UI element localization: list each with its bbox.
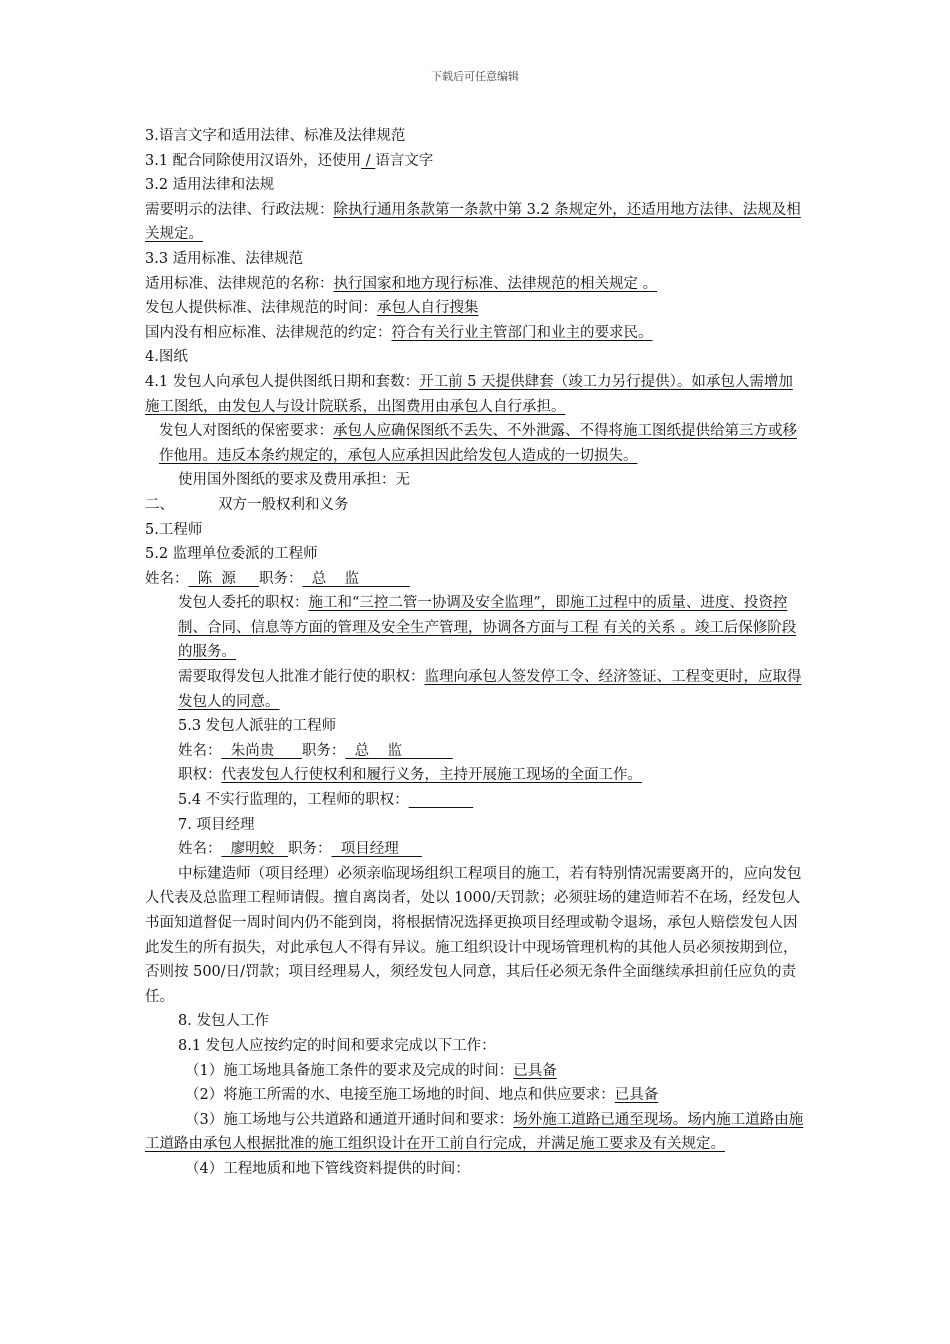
filled-value: 施工和“三控二管一协调及安全监理”，即施工过程中的质量、进度、投资控制、合同、信息等方面的管理及安全生产管理，协调各方面与工程 有关的关系 。竣工后保修阶段的服务。 bbox=[178, 595, 797, 661]
section-heading: 3.3 适用标准、法律规范 bbox=[145, 250, 304, 267]
label: 职务： bbox=[288, 841, 332, 858]
label: 姓名： bbox=[145, 570, 189, 587]
paragraph: 中标建造师（项目经理）必须亲临现场组织工程项目的施工，若有特别情况需要离开的，应向发包人代表及总监理工程师请假。擅自离岗者，处以 1000/天罚款；必须驻场的建造师若不在场，经发包人书面知道督促一周时间内仍不能到岗，将根据情况选择更换项目经理或勒令退场，承包人赔偿发包人因此发生的所有损失，对此承包人不得有异议。施工组织设计中现场管理机构的其他人员必须按期到位，否则按 500/日/罚款；项目经理易人，须经发包人同意，其后任必须无条件全面继续承担前任应负的责任。 bbox=[145, 865, 802, 1005]
filled-value: 总 监 bbox=[302, 570, 410, 587]
filled-value: / bbox=[361, 152, 376, 169]
paragraph bbox=[145, 665, 807, 714]
paragraph bbox=[145, 321, 807, 346]
filled-value: 总 监 bbox=[345, 742, 453, 759]
paragraph bbox=[145, 149, 807, 174]
paragraph bbox=[145, 837, 807, 862]
part-number: 二、 bbox=[145, 496, 174, 513]
part-heading bbox=[145, 493, 807, 518]
paragraph bbox=[145, 272, 807, 297]
label: 适用标准、法律规范的名称： bbox=[145, 275, 334, 292]
label: 职务： bbox=[258, 570, 303, 587]
section-heading: 5.工程师 bbox=[145, 521, 203, 538]
label: 姓名： bbox=[178, 742, 222, 759]
blank-value bbox=[409, 792, 474, 808]
label: 3.1 配合同除使用汉语外，还使用 bbox=[145, 152, 362, 169]
section-heading: 3.2 适用法律和法规 bbox=[145, 177, 275, 194]
filled-value: 符合有关行业主管部门和业主的要求民。 bbox=[391, 324, 653, 341]
paragraph bbox=[145, 370, 807, 419]
label: （1）施工场地具备施工条件的要求及完成的时间： bbox=[185, 1062, 514, 1079]
label: 4.1 发包人向承包人提供图纸日期和套数： bbox=[145, 373, 420, 390]
filled-value: 代表发包人行使权利和履行义务，主持开展施工现场的全面工作。 bbox=[221, 767, 642, 784]
document-body bbox=[145, 124, 807, 1182]
list-item bbox=[145, 1083, 807, 1108]
label: 发包人提供标准、法律规范的时间： bbox=[145, 300, 377, 317]
filled-value: 承包人自行搜集 bbox=[377, 300, 479, 317]
label: 职务： bbox=[301, 742, 346, 759]
section-heading: 5.3 发包人派驻的工程师 bbox=[178, 718, 337, 735]
section-heading: 8. 发包人工作 bbox=[178, 1013, 269, 1030]
filled-value: 除执行通用条款第一条款中第 3.2 条规定外，还适用地方法律、法规及相关规定。 bbox=[145, 201, 801, 243]
part-title: 双方一般权利和义务 bbox=[218, 496, 349, 513]
label: 5.4 不实行监理的，工程师的职权： bbox=[178, 792, 409, 809]
paragraph bbox=[145, 419, 807, 468]
list-item bbox=[145, 1108, 807, 1157]
paragraph bbox=[145, 296, 807, 321]
paragraph bbox=[145, 739, 807, 764]
paragraph bbox=[145, 567, 807, 592]
filled-value: 项目经理 bbox=[331, 841, 422, 858]
label: （2）将施工所需的水、电接至施工场地的时间、地点和供应要求： bbox=[185, 1087, 615, 1104]
filled-value: 廖明蛟 bbox=[221, 841, 289, 858]
section-heading: 3.语言文字和适用法律、标准及法律规范 bbox=[145, 128, 406, 144]
paragraph bbox=[145, 198, 807, 247]
filled-value: 朱尚贵 bbox=[221, 742, 302, 759]
label: 国内没有相应标准、法律规范的约定： bbox=[145, 324, 392, 341]
paragraph: 使用国外图纸的要求及费用承担：无 bbox=[178, 472, 410, 489]
label: 发包人委托的职权： bbox=[178, 595, 309, 612]
section-heading: 5.2 监理单位委派的工程师 bbox=[145, 546, 318, 563]
filled-value: 已具备 bbox=[614, 1087, 659, 1104]
paragraph bbox=[145, 788, 807, 813]
filled-value: 场外施工道路已通至现场。场内施工道路由施工道路由承包人根据批准的施工组织设计在开工前自行完成，并满足施工要求及有关规定。 bbox=[145, 1111, 804, 1153]
label: 需要明示的法律、行政法规： bbox=[145, 201, 334, 218]
label: 姓名： bbox=[178, 841, 222, 858]
section-heading: 7. 项目经理 bbox=[178, 816, 255, 833]
section-heading: 4.图纸 bbox=[145, 349, 188, 366]
label: 语言文字 bbox=[375, 152, 434, 169]
label: 职权： bbox=[178, 767, 222, 784]
list-item bbox=[145, 1059, 807, 1084]
filled-value: 承包人应确保图纸不丢失、不外泄露、不得将施工图纸提供给第三方或移作他用。违反本条约规定的，承包人应承担因此给发包人造成的一切损失。 bbox=[159, 423, 797, 464]
filled-value: 陈 源 bbox=[188, 570, 259, 587]
filled-value: 已具备 bbox=[513, 1062, 557, 1079]
label: 发包人对图纸的保密要求： bbox=[159, 423, 333, 440]
filled-value: 监理向承包人签发停工令、经济签证、工程变更时，应取得发包人的同意。 bbox=[178, 669, 802, 710]
paragraph: 8.1 发包人应按约定的时间和要求完成以下工作： bbox=[178, 1037, 496, 1054]
label: （3）施工场地与公共道路和通道开通时间和要求： bbox=[185, 1111, 514, 1128]
page-header: 下载后可任意编辑 bbox=[431, 70, 519, 83]
paragraph bbox=[145, 763, 807, 788]
filled-value: 开工前 5 天提供肆套（竣工力另行提供）。如承包人需增加施工图纸，由发包人与设计院联系，出图费用由承包人自行承担。 bbox=[145, 373, 793, 415]
list-item: （4）工程地质和地下管线资料提供的时间： bbox=[185, 1160, 470, 1177]
label: 需要取得发包人批准才能行使的职权： bbox=[178, 669, 425, 686]
paragraph bbox=[145, 591, 807, 665]
filled-value: 执行国家和地方现行标准、法律规范的相关规定 。 bbox=[333, 275, 658, 292]
